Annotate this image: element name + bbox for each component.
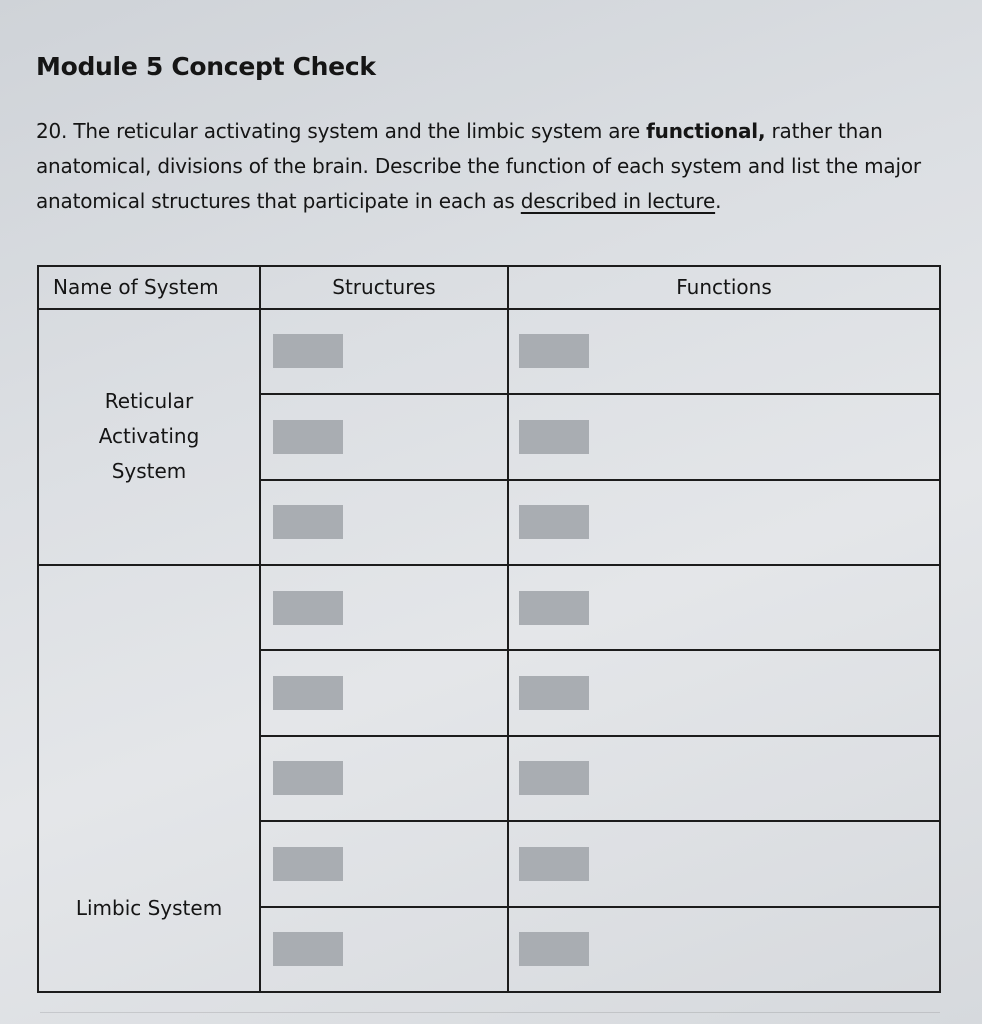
question-text-part2: rather than anatomical, divisions of the brain. Describe the function of each system and list the major anatomical structures that participate in each as <box>36 119 921 213</box>
redacted-answer <box>273 420 343 454</box>
redacted-answer <box>273 847 343 881</box>
structure-cell[interactable] <box>260 650 508 735</box>
question-text-part1: The reticular activating system and the limbic system are <box>73 119 640 143</box>
redacted-answer <box>273 505 343 539</box>
system-name-line: System <box>111 459 187 484</box>
function-cell[interactable] <box>508 907 940 992</box>
question-number: 20. <box>36 119 68 143</box>
table-header-row <box>38 266 940 309</box>
system-name-line: Activating <box>98 424 200 449</box>
structure-cell[interactable] <box>260 394 508 479</box>
page-title: Module 5 Concept Check <box>36 52 376 81</box>
header-structures: Structures <box>260 266 508 309</box>
function-cell[interactable] <box>508 650 940 735</box>
redacted-answer <box>273 591 343 625</box>
redacted-answer <box>519 334 589 368</box>
system-name-limbic <box>38 565 260 992</box>
redacted-answer <box>519 932 589 966</box>
question-bold-word: functional, <box>646 119 766 143</box>
function-cell[interactable] <box>508 565 940 650</box>
header-functions: Functions <box>508 266 940 309</box>
structure-cell[interactable] <box>260 565 508 650</box>
question-text <box>36 114 936 219</box>
structure-cell[interactable] <box>260 309 508 394</box>
structure-cell[interactable] <box>260 821 508 906</box>
function-cell[interactable] <box>508 394 940 479</box>
structure-cell[interactable] <box>260 480 508 565</box>
systems-table <box>37 265 941 993</box>
page-edge-line <box>40 1012 940 1013</box>
redacted-answer <box>519 676 589 710</box>
function-cell[interactable] <box>508 309 940 394</box>
redacted-answer <box>519 591 589 625</box>
redacted-answer <box>273 334 343 368</box>
redacted-answer <box>273 676 343 710</box>
header-name-of-system: Name of System <box>38 266 260 309</box>
structure-cell[interactable] <box>260 736 508 821</box>
system-name-line: Limbic System <box>75 895 223 920</box>
redacted-answer <box>519 505 589 539</box>
table-row <box>38 565 940 650</box>
function-cell[interactable] <box>508 821 940 906</box>
function-cell[interactable] <box>508 480 940 565</box>
redacted-answer <box>519 761 589 795</box>
redacted-answer <box>273 761 343 795</box>
redacted-answer <box>519 847 589 881</box>
system-name-reticular <box>38 309 260 565</box>
system-name-line: Reticular <box>104 389 194 414</box>
function-cell[interactable] <box>508 736 940 821</box>
question-underlined: described in lecture <box>520 189 716 213</box>
redacted-answer <box>519 420 589 454</box>
table-row <box>38 309 940 394</box>
structure-cell[interactable] <box>260 907 508 992</box>
question-end: . <box>715 189 722 213</box>
redacted-answer <box>273 932 343 966</box>
